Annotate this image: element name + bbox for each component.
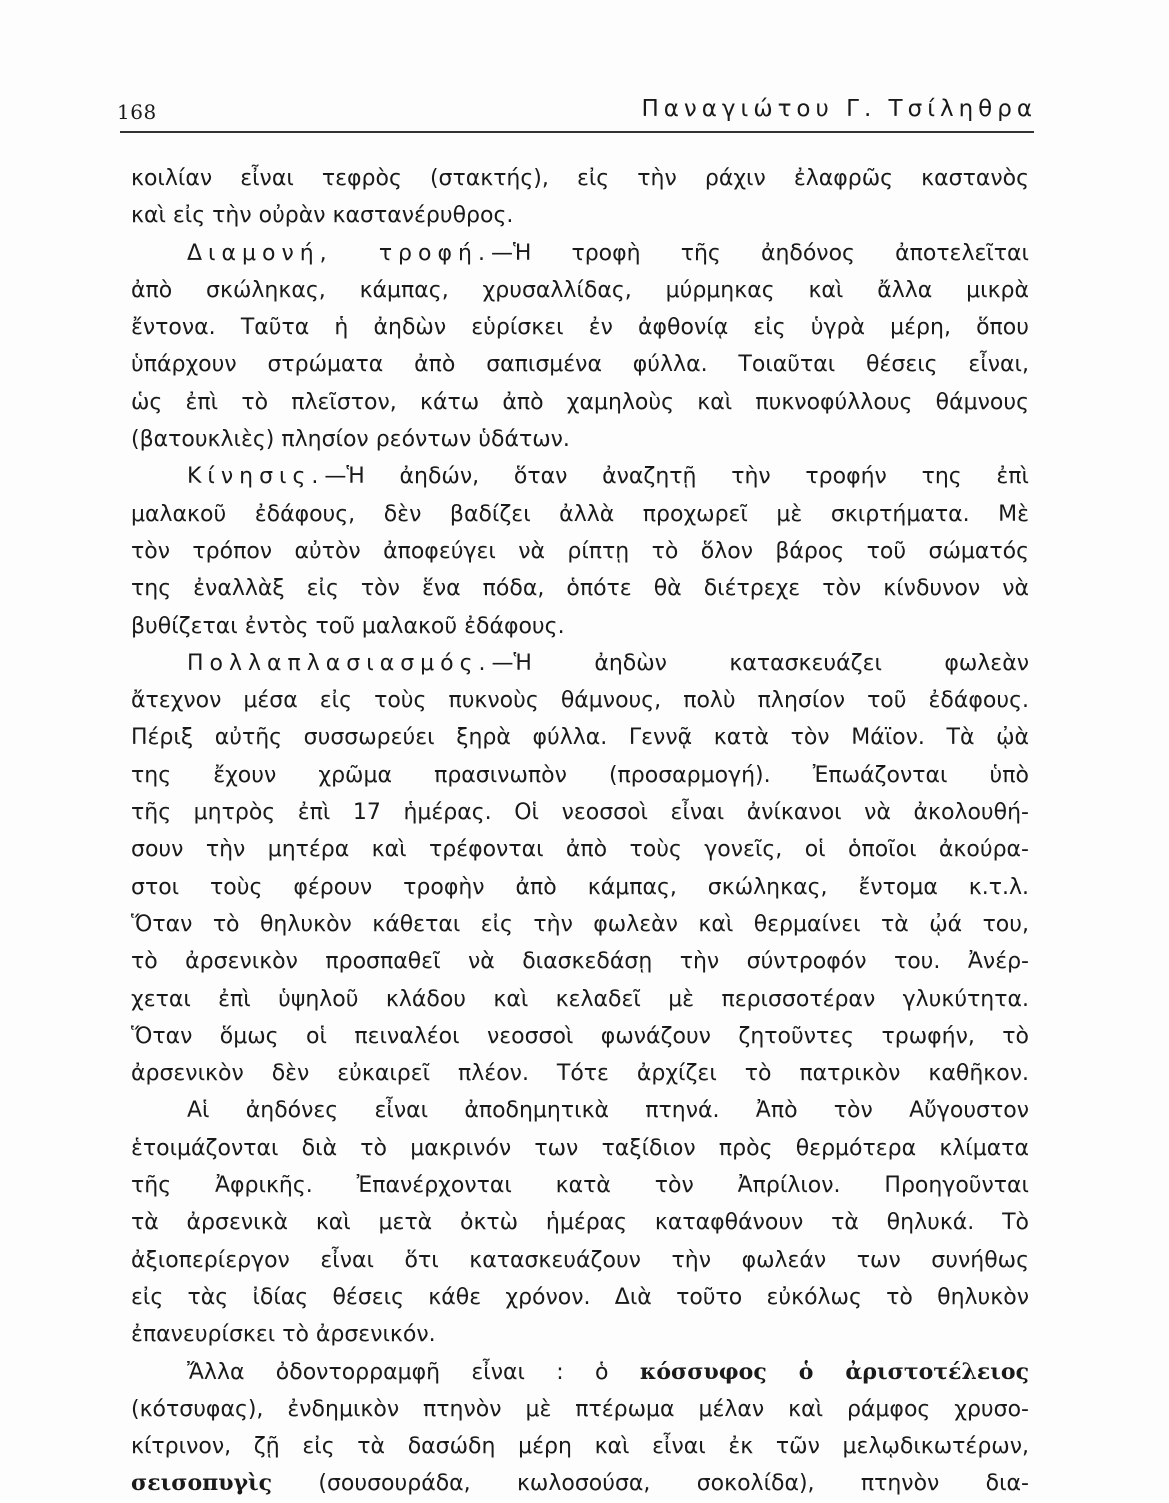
text-line: εἰς τὰς ἰδίας θέσεις κάθε χρόνον. Διὰ τοῦτο εὐκόλως τὸ θηλυκὸν [131,1284,1029,1310]
text-line: τὰ ἀρσενικὰ καὶ μετὰ ὀκτὼ ἡμέρας καταφθάνουν τὰ θηλυκά. Τὸ [131,1210,1029,1236]
body-text [131,160,1029,1497]
text-line: ἀρσενικὸν δὲν εὐκαιρεῖ πλέον. Τότε ἀρχίζει τὸ πατρικὸν καθῆκον. [131,1061,1029,1087]
text-line: βυθίζεται ἐντὸς τοῦ μαλακοῦ ἐδάφους. [131,613,565,639]
text-line: ἑτοιμάζονται διὰ τὸ μακρινόν των ταξίδιον πρὸς θερμότερα κλίματα [131,1135,1029,1161]
paragraph-pollaplasiasmos [131,645,1029,682]
text-line: ἄτεχνον μέσα εἰς τοὺς πυκνοὺς θάμνους, πολὺ πλησίον τοῦ ἐδάφους. [131,688,1029,714]
text-line: της ἔχουν χρῶμα πρασινωπὸν (προσαρμογή). Ἐπωάζονται ὑπὸ [131,762,1029,788]
text-line: ἐπανευρίσκει τὸ ἀρσενικόν. [131,1322,436,1348]
text-line: τῆς μητρὸς ἐπὶ 17 ἡμέρας. Οἱ νεοσσοὶ εἶναι ἀνίκανοι νὰ ἀκολουθή- [131,800,1029,826]
text-line: μαλακοῦ ἐδάφους, δὲν βαδίζει ἀλλὰ προχωρεῖ μὲ σκιρτήματα. Μὲ [131,501,1029,527]
page-header [117,96,1037,130]
text-line: Ὅταν τὸ θηλυκὸν κάθεται εἰς τὴν φωλεὰν καὶ θερμαίνει τὰ ᾠά του, [131,911,1029,937]
text-line: στοι τοὺς φέρουν τροφὴν ἀπὸ κάμπας, σκώληκας, ἔντομα κ.τ.λ. [131,874,1029,900]
text-span: Ἄλλα ὀδοντορραμφῆ εἶναι : ὁ [187,1359,609,1385]
text-span: —Ἡ ἀηδών, ὅταν ἀναζητῇ τὴν τροφήν της ἐπὶ [324,464,1029,490]
text-line: ἔντονα. Ταῦτα ἡ ἀηδὼν εὑρίσκει ἐν ἀφθονίᾳ εἰς ὑγρὰ μέρη, ὅπου [131,315,1029,341]
text-line: ἀξιοπερίεργον εἶναι ὅτι κατασκευάζουν τὴν φωλεάν των συνήθως [131,1247,1029,1273]
text-line: ὡς ἐπὶ τὸ πλεῖστον, κάτω ἀπὸ χαμηλοὺς καὶ πυκνοφύλλους θάμνους [131,389,1029,415]
text-span: (σουσουράδα, κωλοσούσα, σοκολίδα), πτηνὸν δια- [318,1471,1029,1497]
text-line: σουν τὴν μητέρα καὶ τρέφονται ἀπὸ τοὺς γονεῖς, οἱ ὁποῖοι ἀκούρα- [131,837,1029,863]
text-line [131,1465,1029,1502]
text-line: καὶ εἰς τὴν οὐρὰν καστανέρυθρος. [131,203,514,229]
paragraph-diamoni-trofi [131,235,1029,272]
text-span: —Ἡ ἀηδὼν κατασκευάζει φωλεὰν [491,650,1029,676]
paragraph-kinisis [131,458,1029,495]
text-line: Αἱ ἀηδόνες εἶναι ἀποδημητικὰ πτηνά. Ἀπὸ τὸν Αὔγουστον [187,1098,1029,1124]
running-head-author: Παναγιώτου Γ. Τσίληθρα [641,96,1037,122]
text-line: κοιλίαν εἶναι τεφρὸς (στακτής), εἰς τὴν ράχιν ἐλαφρῶς καστανὸς [131,166,1029,191]
text-line: Ὅταν ὅμως οἱ πειναλέοι νεοσσοὶ φωνάζουν ζητοῦντες τρωφήν, τὸ [131,1023,1029,1049]
paragraph-alla-odontorramfi [131,1354,1029,1391]
text-line: (κότσυφας), ἐνδημικὸν πτηνὸν μὲ πτέρωμα μέλαν καὶ ράμφος χρυσο- [131,1396,1029,1422]
text-span: —Ἡ τροφὴ τῆς ἀηδόνος ἀποτελεῖται [490,240,1029,266]
section-heading-diamoni-trofi: Διαμονή, τροφή. [187,240,491,266]
text-line: κίτρινον, ζῇ εἰς τὰ δασώδη μέρη καὶ εἶναι ἐκ τῶν μελῳδικωτέρων, [131,1434,1029,1460]
page-number: 168 [117,100,157,124]
section-heading-pollaplasiasmos: Πολλαπλασιασμός. [187,650,492,676]
species-name-kossyfos: κόσσυφος ὁ ἀριστοτέλειος [639,1358,1029,1385]
text-line: Πέριξ αὐτῆς συσσωρεύει ξηρὰ φύλλα. Γεννᾷ κατὰ τὸν Μάϊον. Τὰ ᾠὰ [131,725,1029,751]
text-line: τὸν τρόπον αὐτὸν ἀποφεύγει νὰ ρίπτῃ τὸ ὅλον βάρος τοῦ σώματός [131,538,1029,564]
text-line: ὑπάρχουν στρώματα ἀπὸ σαπισμένα φύλλα. Τοιαῦται θέσεις εἶναι, [131,352,1029,378]
header-rule [120,131,1034,133]
section-heading-kinisis: Κίνησις. [187,464,325,490]
text-line: χεται ἐπὶ ὑψηλοῦ κλάδου καὶ κελαδεῖ μὲ περισσοτέραν γλυκύτητα. [131,986,1029,1012]
text-line: τὸ ἀρσενικὸν προσπαθεῖ νὰ διασκεδάσῃ τὴν σύντροφόν του. Ἀνέρ- [131,949,1029,975]
text-line: ἀπὸ σκώληκας, κάμπας, χρυσαλλίδας, μύρμηκας καὶ ἄλλα μικρὰ [131,277,1029,303]
text-line: (βατουκλιὲς) πλησίον ρεόντων ὑδάτων. [131,427,570,453]
text-line: της ἐναλλὰξ εἰς τὸν ἕνα πόδα, ὁπότε θὰ διέτρεχε τὸν κίνδυνον νὰ [131,576,1029,602]
species-name-seisopygis: σεισοπυγὶς [131,1470,273,1497]
text-line: τῆς Ἀφρικῆς. Ἐπανέρχονται κατὰ τὸν Ἀπρίλιον. Προηγοῦνται [131,1173,1029,1199]
